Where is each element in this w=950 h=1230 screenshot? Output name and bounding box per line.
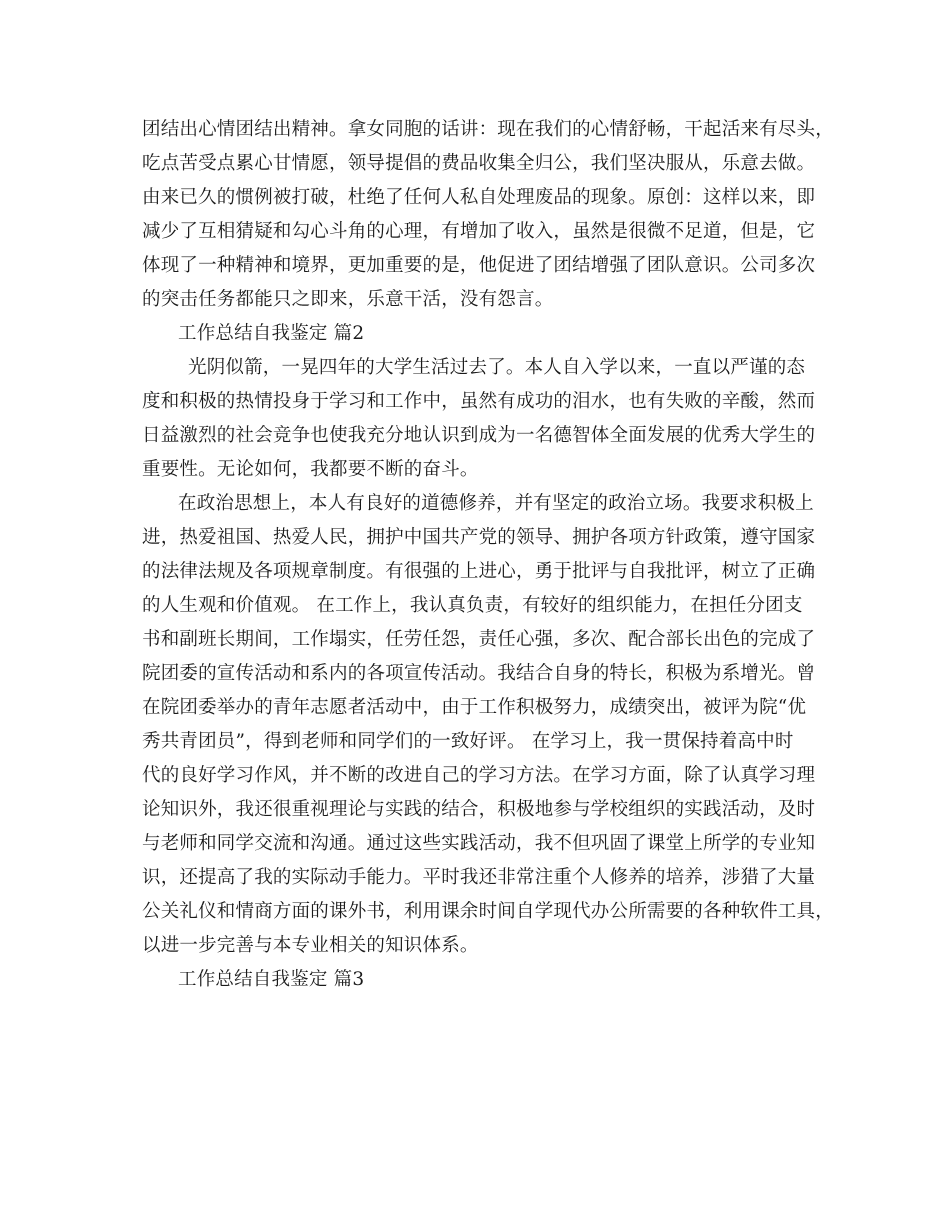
text-line: 团结出心情团结出精神。拿女同胞的话讲：现在我们的心情舒畅，干起活来有尽头，: [142, 119, 834, 140]
text-line: 公关礼仪和情商方面的课外书，利用课余时间自学现代办公所需要的各种软件工具，: [142, 901, 834, 922]
text-line: 度和积极的热情投身于学习和工作中，虽然有成功的泪水，也有失败的辛酸，然而: [142, 391, 816, 412]
text-line: 光阴似箭，一晃四年的大学生活过去了。本人自入学以来，一直以严谨的态: [188, 357, 806, 378]
section-heading: 工作总结自我鉴定 篇2: [178, 323, 365, 344]
text-line: 在院团委举办的青年志愿者活动中，由于工作积极努力，成绩突出，被评为院“优: [142, 697, 807, 718]
text-line: 与老师和同学交流和沟通。通过这些实践活动，我不但巩固了课堂上所学的专业知: [142, 833, 816, 854]
text-line: 以进一步完善与本专业相关的知识体系。: [142, 935, 479, 956]
text-line: 重要性。无论如何，我都要不断的奋斗。: [142, 459, 479, 480]
text-line: 书和副班长期间，工作塌实，任劳任怨，责任心强，多次、配合部长出色的完成了: [142, 629, 816, 650]
text-line: 识，还提高了我的实际动手能力。平时我还非常注重个人修养的培养，涉猎了大量: [142, 867, 816, 888]
section-heading: 工作总结自我鉴定 篇3: [178, 969, 365, 990]
text-line: 由来已久的惯例被打破，杜绝了任何人私自处理废品的现象。原创：这样以来，即: [142, 187, 816, 208]
text-line: 代的良好学习作风，并不断的改进自己的学习方法。在学习方面，除了认真学习理: [142, 765, 816, 786]
text-line: 吃点苦受点累心甘情愿，领导提倡的费品收集全归公，我们坚决服从，乐意去做。: [142, 153, 816, 174]
text-line: 体现了一种精神和境界，更加重要的是，他促进了团结增强了团队意识。公司多次: [142, 255, 816, 276]
text-line: 论知识外，我还很重视理论与实践的结合，积极地参与学校组织的实践活动，及时: [142, 799, 816, 820]
text-line: 院团委的宣传活动和系内的各项宣传活动。我结合自身的特长，积极为系增光。曾: [142, 663, 816, 684]
text-line: 在政治思想上，本人有良好的道德修养，并有坚定的政治立场。我要求积极上: [178, 493, 814, 514]
text-line: 秀共青团员”，得到老师和同学们的一致好评。 在学习上，我一贯保持着高中时: [142, 731, 794, 752]
text-line: 减少了互相猜疑和勾心斗角的心理，有增加了收入，虽然是很微不足道，但是，它: [142, 221, 816, 242]
text-line: 的突击任务都能只之即来，乐意干活，没有怨言。: [142, 289, 554, 310]
text-line: 进，热爱祖国、热爱人民，拥护中国共产党的领导、拥护各项方针政策，遵守国家: [142, 527, 816, 548]
text-line: 日益激烈的社会竞争也使我充分地认识到成为一名德智体全面发展的优秀大学生的: [142, 425, 816, 446]
text-line: 的法律法规及各项规章制度。有很强的上进心，勇于批评与自我批评，树立了正确: [142, 561, 816, 582]
text-line: 的人生观和价值观。 在工作上，我认真负责，有较好的组织能力，在担任分团支: [142, 595, 803, 616]
